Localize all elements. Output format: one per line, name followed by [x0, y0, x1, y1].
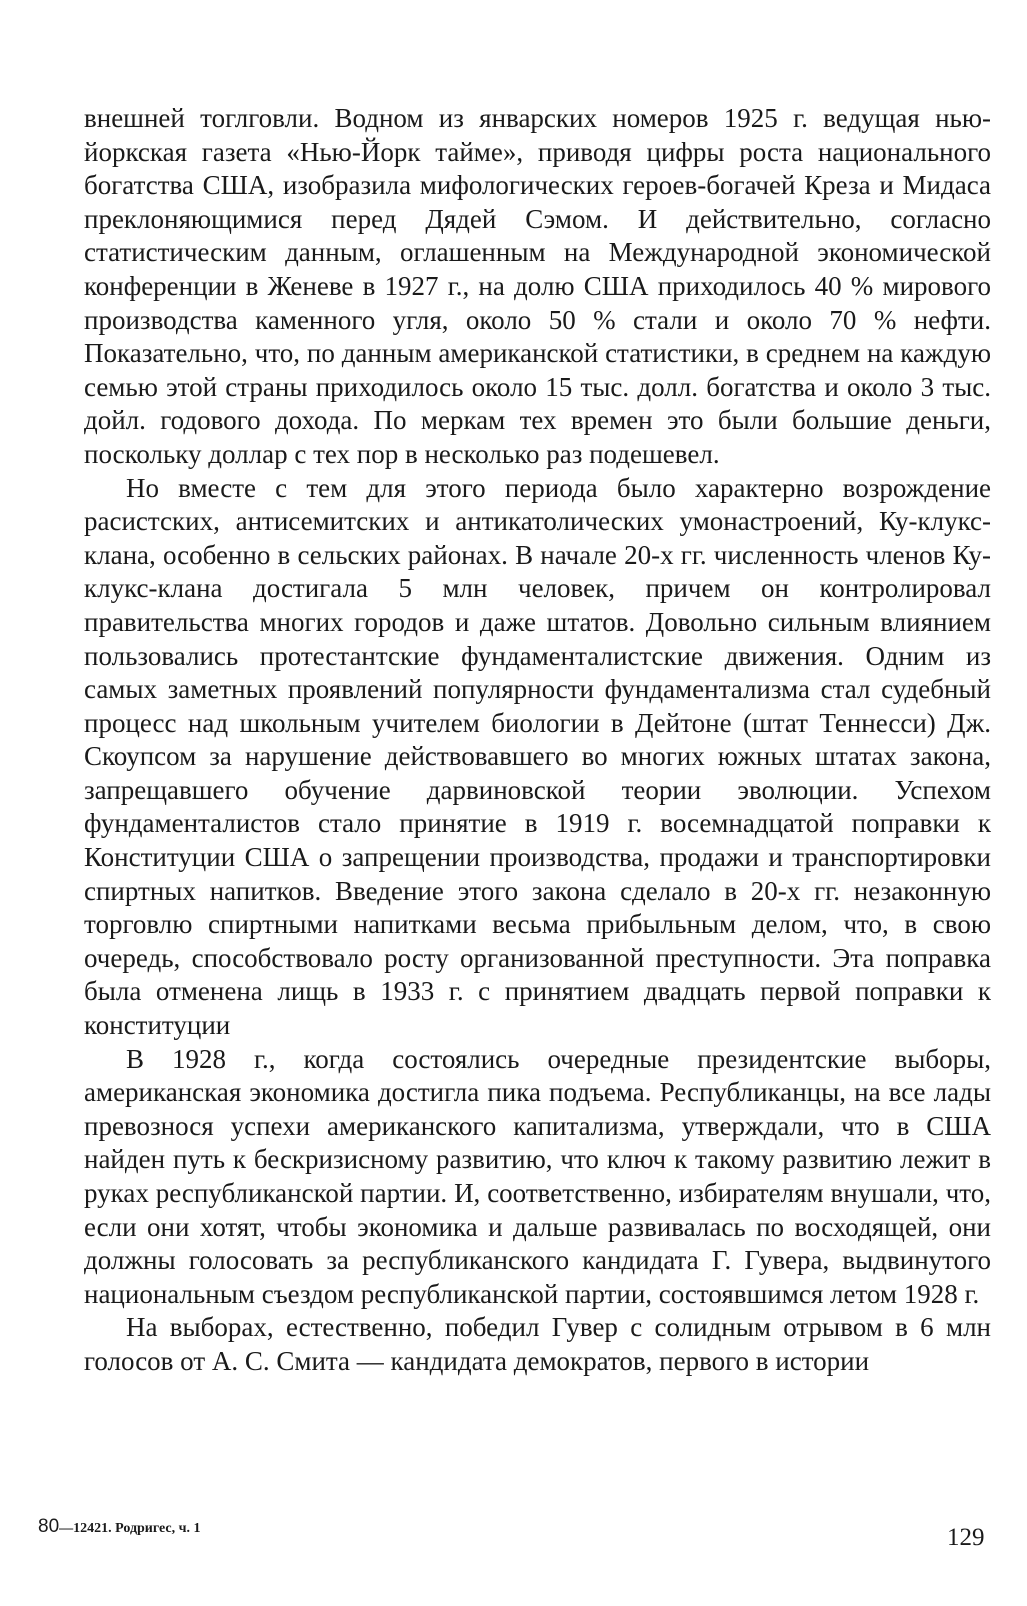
printer-signature — [38, 1516, 201, 1538]
page-number: 129 — [947, 1524, 985, 1551]
paragraph-4: На выборах, естественно, победил Гувер с солидным отрывом в 6 млн голосов от А. С. Смита — кандидата демократов, первого в истории — [84, 1312, 991, 1376]
paragraph-1: внешней тоглговли. Водном из январских номеров 1925 г. ведущая нью-йоркская газета «Нью-Йорк тайме», приводя цифры роста национального богатства США, изобразила мифологических героев-богачей Креза и Мидаса преклоняющимися перед Дядей Сэмом. И действительно, согласно статистическим данным, оглашенным на Международной экономической конференции в Женеве в 1927 г., на долю США приходилось 40 % мирового производства каменного угля, около 50 % стали и около 70 % нефти. Показательно, что, по данным американской статистики, в среднем на каждую семью этой страны приходилось около 15 тыс. долл. богатства и около 3 тыс. дойл. годового дохода. По меркам тех времен это были большие деньги, поскольку доллар с тех пор в несколько раз подешевел. — [84, 103, 991, 469]
paragraph-3: В 1928 г., когда состоялись очередные президентские выборы, американская экономика достигла пика подъема. Республиканцы, на все лады превознося успехи американского капитализма, утверждали, что в США найден путь к бескризисному развитию, что ключ к такому развитию лежит в руках республиканской партии. И, соответственно, избирателям внушали, что, если они хотят, чтобы экономика и дальше развивалась по восходящей, они должны голосовать за республиканского кандидата Г. Гувера, выдвинутого национальным съездом республиканской партии, состоявшимся летом 1928 г. — [84, 1043, 991, 1309]
signature-text: —12421. Родригес, ч. 1 — [59, 1521, 201, 1536]
signature-number: 80 — [38, 1516, 60, 1537]
paragraph-2: Но вместе с тем для этого периода было характерно возрождение расистских, антисемитских и антикатолических умонастроений, Ку-клукс-клана, особенно в сельских районах. В начале 20-х гг. численность членов Ку-клукс-клана достигала 5 млн человек, причем он контролировал правительства многих городов и даже штатов. Довольно сильным влиянием пользовались протестантские фундаменталистские движения. Одним из самых заметных проявлений популярности фундаментализма стал судебный процесс над школьным учителем биологии в Дейтоне (штат Теннесси) Дж. Скоупсом за нарушение действовавшего во многих южных штатах закона, запрещавшего обучение дарвиновской теории эволюции. Успехом фундаменталистов стало принятие в 1919 г. восемнадцатой поправки к Конституции США о запрещении производства, продажи и транспортировки спиртных напитков. Введение этого закона сделало в 20-х гг. незаконную торговлю спиртными напитками весьма прибыльным делом, что, в свою очередь, способствовало росту организованной преступности. Эта поправка была отменена лищь в 1933 г. с принятием двадцать первой поправки к конституции — [84, 472, 991, 1041]
page-body — [84, 102, 991, 1379]
